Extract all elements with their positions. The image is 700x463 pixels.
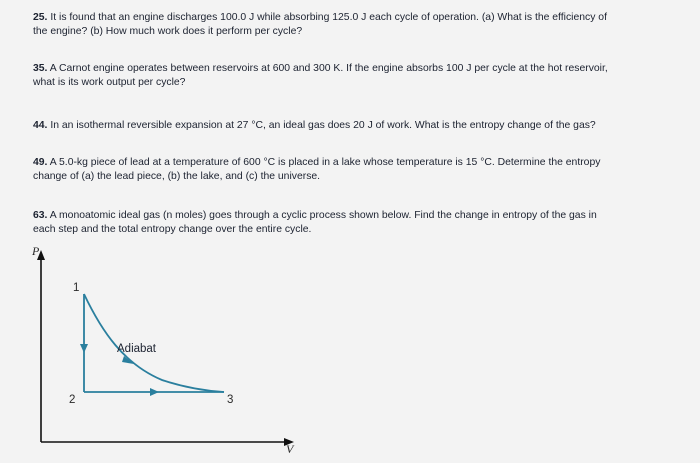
process-1-2-arrow-icon: [80, 344, 88, 353]
y-axis-label: P: [32, 244, 40, 258]
problem-49: [33, 156, 600, 183]
problem-63: [33, 209, 597, 236]
process-2-3-arrow-icon: [150, 388, 159, 396]
problem-text: A Carnot engine operates between reservoirs at 600 and 300 K. If the engine absorbs 100 J per cycle at the hot reservoir,: [49, 63, 608, 74]
problem-number: 44.: [33, 120, 48, 131]
pv-diagram: [28, 246, 308, 460]
point-2-label: 2: [69, 394, 76, 406]
problem-35: [33, 62, 608, 89]
problem-number: 49.: [33, 157, 48, 168]
problem-text-line2: the engine? (b) How much work does it perform per cycle?: [33, 25, 303, 37]
adiabat-label: Adiabat: [117, 343, 157, 355]
problem-text-line2: each step and the total entropy change over the entire cycle.: [33, 223, 312, 235]
x-axis-label: V: [286, 442, 294, 456]
problem-text: In an isothermal reversible expansion at 27 °C, an ideal gas does 20 J of work. What is the entropy change of the gas?: [50, 120, 596, 131]
problem-text-line2: change of (a) the lead piece, (b) the lake, and (c) the universe.: [33, 170, 321, 182]
point-3-label: 3: [227, 394, 234, 406]
problem-44: [33, 119, 596, 133]
problem-text: A monoatomic ideal gas (n moles) goes through a cyclic process shown below. Find the change in entropy of the gas in: [49, 210, 597, 221]
pv-diagram-svg: [28, 246, 308, 460]
problem-number: 63.: [33, 210, 48, 221]
problem-number: 25.: [33, 12, 48, 23]
problem-number: 35.: [33, 63, 48, 74]
problem-text-line2: what is its work output per cycle?: [33, 76, 186, 88]
problem-text: It is found that an engine discharges 100.0 J while absorbing 125.0 J each cycle of operation. (a) What is the efficiency of: [50, 12, 607, 23]
problem-25: [33, 11, 607, 38]
problem-text: A 5.0-kg piece of lead at a temperature of 600 °C is placed in a lake whose temperature is 15 °C. Determine the entropy: [49, 157, 601, 168]
point-1-label: 1: [73, 282, 80, 294]
